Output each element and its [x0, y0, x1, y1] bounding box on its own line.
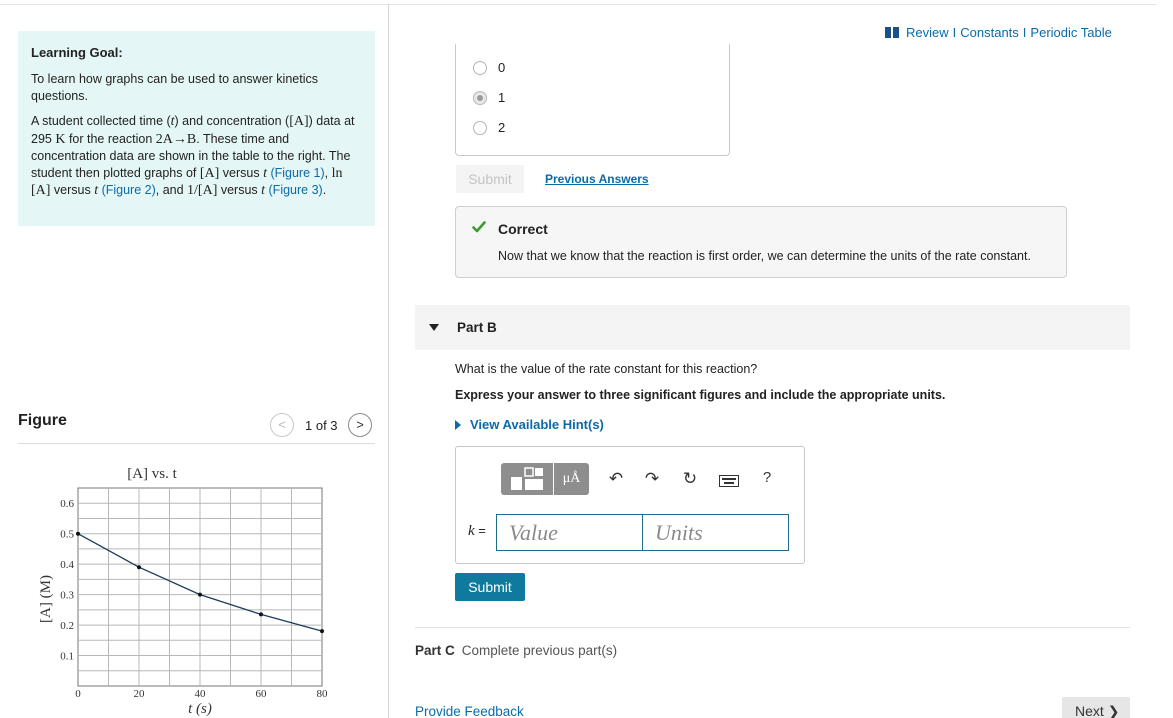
checkmark-icon [472, 220, 486, 234]
units-input[interactable]: Units [642, 514, 789, 551]
y-tick-label: 0.4 [60, 559, 74, 572]
learning-goal-intro: To learn how graphs can be used to answer kinetics questions. [31, 72, 318, 103]
keyboard-icon[interactable] [718, 472, 740, 492]
expand-triangle-icon [455, 420, 461, 430]
part-b-header[interactable] [415, 305, 1130, 350]
k-label: k = [468, 523, 486, 539]
value-input[interactable]: Value [496, 514, 643, 551]
option-0[interactable]: 0 [473, 60, 505, 75]
learning-goal-title: Learning Goal: [31, 45, 123, 60]
part-c-header [415, 643, 617, 658]
y-tick-label: 0.5 [60, 528, 74, 541]
view-hints-link[interactable]: View Available Hint(s) [455, 417, 604, 432]
data-point [259, 612, 263, 616]
part-c-status: Complete previous part(s) [461, 643, 618, 658]
template-boxes-icon [501, 463, 553, 495]
data-point [320, 629, 324, 633]
y-tick-label: 0.3 [60, 589, 74, 602]
radio-button[interactable] [473, 121, 487, 135]
figure-3-link[interactable]: (Figure 3) [268, 183, 323, 197]
chevron-left-icon[interactable]: < [270, 413, 294, 437]
learning-goal-panel [18, 31, 375, 226]
answer-entry-box [455, 446, 805, 564]
x-tick-label: 80 [316, 688, 328, 700]
part-b-instruction: Express your answer to three significant figures and include the appropriate units. [455, 388, 946, 402]
figure-counter: 1 of 3 [305, 418, 338, 433]
data-point [198, 593, 202, 597]
chevron-right-icon[interactable]: > [348, 413, 372, 437]
help-icon[interactable]: ? [762, 469, 772, 486]
part-b-title: Part B [457, 320, 497, 335]
y-tick-label: 0.6 [60, 498, 74, 511]
undo-icon[interactable]: ↶ [608, 469, 624, 488]
figure-1-link[interactable]: (Figure 1) [270, 165, 325, 180]
data-point [76, 532, 80, 536]
part-b-question: What is the value of the rate constant for this reaction? [455, 362, 758, 376]
resource-links [885, 25, 1112, 40]
link-separator: I [1022, 25, 1027, 40]
part-a-submit-button: Submit [456, 165, 524, 193]
learning-goal-description: A student collected time (t) and concentration ([A]) data at 295 K for the reaction 2A→B. These time and concentration data are shown in the table to the right. The student then plotted graphs of [A] versus t (Figure 1), ln [A] versus t (Figure 2), and 1/[A] versus t (Figure 3). [31, 114, 355, 198]
periodic-table-link[interactable]: Periodic Table [1030, 25, 1112, 40]
concentration-vs-time-chart [30, 455, 350, 718]
figure-2-link[interactable]: (Figure 2) [101, 183, 156, 197]
next-button[interactable]: Next ❯ [1062, 697, 1130, 718]
radio-button-selected[interactable] [473, 91, 487, 105]
option-2[interactable]: 2 [473, 120, 505, 135]
figure-title: Figure [18, 412, 67, 429]
option-1[interactable]: 1 [473, 90, 505, 105]
column-divider [388, 4, 389, 718]
correct-feedback-box [455, 206, 1067, 278]
y-tick-label: 0.1 [60, 650, 74, 663]
previous-answers-link[interactable]: Previous Answers [545, 172, 649, 186]
units-button[interactable]: μÅ [554, 463, 589, 495]
radio-button[interactable] [473, 61, 487, 75]
templates-button[interactable] [501, 463, 553, 495]
top-rule [0, 4, 1156, 5]
part-b-submit-button[interactable]: Submit [455, 573, 525, 601]
link-separator: I [952, 25, 957, 40]
reaction-order-options [455, 44, 730, 156]
chevron-right-icon: ❯ [1107, 703, 1120, 718]
constants-link[interactable]: Constants [960, 25, 1019, 40]
y-tick-label: 0.2 [60, 620, 74, 633]
reset-icon[interactable]: ↻ [682, 469, 698, 488]
data-point [137, 565, 141, 569]
y-axis-label: [A] (M) [38, 575, 54, 623]
book-icon [885, 27, 899, 38]
collapse-triangle-icon[interactable] [429, 324, 439, 331]
correct-message: Now that we know that the reaction is first order, we can determine the units of the rate constant. [498, 249, 1031, 263]
provide-feedback-link[interactable]: Provide Feedback [415, 704, 524, 718]
x-tick-label: 40 [194, 688, 206, 700]
part-c-title: Part C [415, 643, 455, 658]
x-tick-label: 60 [255, 688, 267, 700]
correct-title: Correct [498, 221, 548, 237]
chart-title: [A] vs. t [127, 466, 177, 482]
review-link[interactable]: Review [906, 25, 949, 40]
part-c-divider [415, 627, 1130, 628]
x-axis-label: t (s) [188, 701, 212, 717]
redo-icon[interactable]: ↷ [644, 469, 660, 488]
x-tick-label: 20 [133, 688, 145, 700]
figure-header [18, 408, 375, 444]
x-tick-label: 0 [75, 688, 81, 700]
